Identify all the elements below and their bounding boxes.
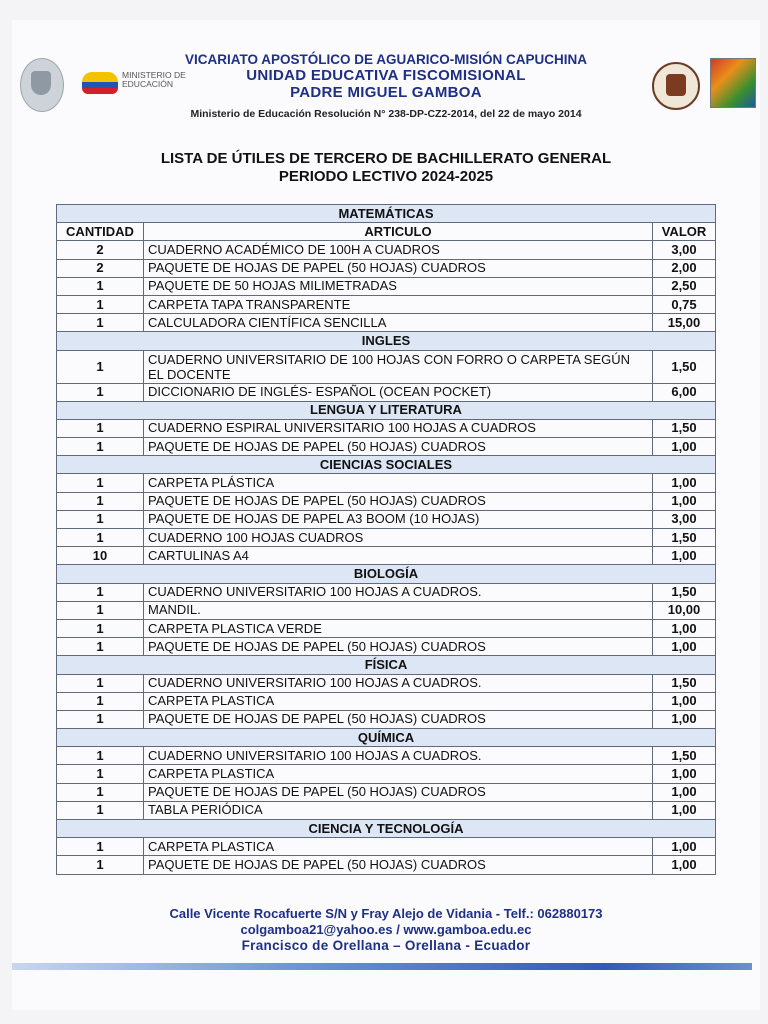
- section-row: [57, 401, 716, 419]
- section-row: [57, 729, 716, 747]
- document-subtitle: PERIODO LECTIVO 2024-2025: [278, 168, 494, 185]
- quantity-cell: 1: [57, 801, 144, 819]
- ministry-logo-text: MINISTERIO DE EDUCACIÓN: [122, 70, 186, 89]
- value-cell: 3,00: [653, 510, 716, 528]
- quantity-cell: 1: [57, 295, 144, 313]
- section-title: MATEMÁTICAS: [57, 205, 716, 223]
- article-cell: PAQUETE DE HOJAS DE PAPEL (50 HOJAS) CUADROS: [144, 638, 653, 656]
- article-cell: CUADERNO UNIVERSITARIO DE 100 HOJAS CON FORRO O CARPETA SEGÚN EL DOCENTE: [144, 350, 653, 383]
- section-title: BIOLOGÍA: [57, 565, 716, 583]
- resolution-line: Ministerio de Educación Resolución N° 238-DP-CZ2-2014, del 22 de mayo 2014: [190, 108, 582, 120]
- footer-address: Calle Vicente Rocafuerte S/N y Fray Alejo de Vidania - Telf.: 062880173: [169, 906, 603, 921]
- table-row: [57, 474, 716, 492]
- table-row: [57, 529, 716, 547]
- value-cell: 1,00: [653, 710, 716, 728]
- value-cell: 1,00: [653, 783, 716, 801]
- quantity-cell: 1: [57, 419, 144, 437]
- quantity-cell: 1: [57, 838, 144, 856]
- quantity-cell: 1: [57, 529, 144, 547]
- letterhead: [12, 48, 760, 148]
- article-cell: CARPETA PLÁSTICA: [144, 474, 653, 492]
- quantity-cell: 1: [57, 710, 144, 728]
- table-row: [57, 547, 716, 565]
- table-row: [57, 492, 716, 510]
- quantity-cell: 1: [57, 638, 144, 656]
- value-cell: 1,50: [653, 583, 716, 601]
- section-row: [57, 565, 716, 583]
- quantity-cell: 2: [57, 259, 144, 277]
- quantity-cell: 1: [57, 314, 144, 332]
- value-cell: 1,50: [653, 350, 716, 383]
- table-row: [57, 801, 716, 819]
- vicariate-name: VICARIATO APOSTÓLICO DE AGUARICO-MISIÓN CAPUCHINA: [184, 52, 587, 67]
- quantity-cell: 2: [57, 241, 144, 259]
- value-cell: 1,00: [653, 619, 716, 637]
- section-title: FÍSICA: [57, 656, 716, 674]
- quantity-cell: 1: [57, 765, 144, 783]
- table-row: [57, 747, 716, 765]
- quantity-cell: 1: [57, 601, 144, 619]
- quantity-cell: 1: [57, 350, 144, 383]
- section-title: CIENCIA Y TECNOLOGÍA: [57, 820, 716, 838]
- article-cell: PAQUETE DE HOJAS DE PAPEL (50 HOJAS) CUADROS: [144, 492, 653, 510]
- table-row: [57, 583, 716, 601]
- table-row: [57, 838, 716, 856]
- table-row: [57, 277, 716, 295]
- quantity-cell: 1: [57, 277, 144, 295]
- value-cell: 15,00: [653, 314, 716, 332]
- section-row: [57, 456, 716, 474]
- section-row: [57, 656, 716, 674]
- article-cell: CARTULINAS A4: [144, 547, 653, 565]
- table-row: [57, 783, 716, 801]
- table-row: [57, 674, 716, 692]
- quantity-cell: 1: [57, 674, 144, 692]
- article-cell: PAQUETE DE HOJAS DE PAPEL (50 HOJAS) CUADROS: [144, 710, 653, 728]
- table-row: [57, 383, 716, 401]
- supplies-table: [56, 204, 716, 875]
- article-cell: CARPETA PLASTICA: [144, 765, 653, 783]
- quantity-cell: 1: [57, 438, 144, 456]
- article-cell: CARPETA PLASTICA: [144, 692, 653, 710]
- value-cell: 1,00: [653, 474, 716, 492]
- value-cell: 1,00: [653, 492, 716, 510]
- quantity-cell: 1: [57, 747, 144, 765]
- footer-location: Francisco de Orellana – Orellana - Ecuador: [241, 938, 531, 953]
- value-cell: 1,50: [653, 674, 716, 692]
- article-cell: PAQUETE DE HOJAS DE PAPEL (50 HOJAS) CUADROS: [144, 856, 653, 874]
- table-row: [57, 765, 716, 783]
- value-cell: 10,00: [653, 601, 716, 619]
- table-row: [57, 856, 716, 874]
- value-cell: 1,00: [653, 838, 716, 856]
- table-row: [57, 241, 716, 259]
- table-row: [57, 419, 716, 437]
- section-title: INGLES: [57, 332, 716, 350]
- article-cell: CUADERNO 100 HOJAS CUADROS: [144, 529, 653, 547]
- table-row: [57, 259, 716, 277]
- quantity-cell: 1: [57, 856, 144, 874]
- school-emblem-icon: [652, 62, 700, 110]
- table-row: [57, 710, 716, 728]
- school-type: UNIDAD EDUCATIVA FISCOMISIONAL: [246, 67, 526, 84]
- article-cell: CARPETA PLASTICA VERDE: [144, 619, 653, 637]
- article-header: ARTICULO: [144, 223, 653, 241]
- value-cell: 3,00: [653, 241, 716, 259]
- article-cell: TABLA PERIÓDICA: [144, 801, 653, 819]
- footer-contact: colgamboa21@yahoo.es / www.gamboa.edu.ec: [240, 922, 532, 937]
- quantity-cell: 1: [57, 510, 144, 528]
- table-row: [57, 619, 716, 637]
- article-cell: PAQUETE DE HOJAS DE PAPEL A3 BOOM (10 HOJAS): [144, 510, 653, 528]
- value-header: VALOR: [653, 223, 716, 241]
- value-cell: 1,00: [653, 801, 716, 819]
- section-row: [57, 205, 716, 223]
- quantity-header: CANTIDAD: [57, 223, 144, 241]
- quantity-cell: 1: [57, 492, 144, 510]
- quantity-cell: 1: [57, 692, 144, 710]
- document-title: LISTA DE ÚTILES DE TERCERO DE BACHILLERATO GENERAL: [160, 150, 612, 167]
- footer-bar: [12, 963, 752, 970]
- table-row: [57, 295, 716, 313]
- value-cell: 6,00: [653, 383, 716, 401]
- quantity-cell: 1: [57, 583, 144, 601]
- value-cell: 2,00: [653, 259, 716, 277]
- section-row: [57, 820, 716, 838]
- section-title: LENGUA Y LITERATURA: [57, 401, 716, 419]
- value-cell: 1,00: [653, 438, 716, 456]
- value-cell: 1,00: [653, 547, 716, 565]
- column-header-row: [57, 223, 716, 241]
- value-cell: 1,00: [653, 856, 716, 874]
- value-cell: 1,50: [653, 529, 716, 547]
- value-cell: 0,75: [653, 295, 716, 313]
- table-row: [57, 638, 716, 656]
- table-row: [57, 601, 716, 619]
- article-cell: CARPETA PLASTICA: [144, 838, 653, 856]
- section-title: QUÍMICA: [57, 729, 716, 747]
- table-row: [57, 692, 716, 710]
- article-cell: CUADERNO UNIVERSITARIO 100 HOJAS A CUADROS.: [144, 674, 653, 692]
- section-title: CIENCIAS SOCIALES: [57, 456, 716, 474]
- quantity-cell: 1: [57, 383, 144, 401]
- quantity-cell: 1: [57, 474, 144, 492]
- article-cell: CUADERNO UNIVERSITARIO 100 HOJAS A CUADROS.: [144, 583, 653, 601]
- article-cell: DICCIONARIO DE INGLÉS- ESPAÑOL (OCEAN POCKET): [144, 383, 653, 401]
- table-row: [57, 350, 716, 383]
- article-cell: CARPETA TAPA TRANSPARENTE: [144, 295, 653, 313]
- article-cell: PAQUETE DE HOJAS DE PAPEL (50 HOJAS) CUADROS: [144, 259, 653, 277]
- document-page: [12, 20, 760, 1010]
- table-row: [57, 314, 716, 332]
- school-photo: [710, 58, 756, 108]
- table-row: [57, 438, 716, 456]
- school-name: PADRE MIGUEL GAMBOA: [290, 84, 482, 101]
- article-cell: PAQUETE DE HOJAS DE PAPEL (50 HOJAS) CUADROS: [144, 783, 653, 801]
- article-cell: CUADERNO ACADÉMICO DE 100H A CUADROS: [144, 241, 653, 259]
- value-cell: 1,00: [653, 692, 716, 710]
- article-cell: CUADERNO ESPIRAL UNIVERSITARIO 100 HOJAS A CUADROS: [144, 419, 653, 437]
- quantity-cell: 1: [57, 619, 144, 637]
- supplies-table-body: [57, 205, 716, 875]
- article-cell: PAQUETE DE HOJAS DE PAPEL (50 HOJAS) CUADROS: [144, 438, 653, 456]
- article-cell: CALCULADORA CIENTÍFICA SENCILLA: [144, 314, 653, 332]
- value-cell: 1,50: [653, 419, 716, 437]
- quantity-cell: 10: [57, 547, 144, 565]
- value-cell: 1,50: [653, 747, 716, 765]
- quantity-cell: 1: [57, 783, 144, 801]
- value-cell: 2,50: [653, 277, 716, 295]
- article-cell: MANDIL.: [144, 601, 653, 619]
- article-cell: PAQUETE DE 50 HOJAS MILIMETRADAS: [144, 277, 653, 295]
- value-cell: 1,00: [653, 765, 716, 783]
- table-row: [57, 510, 716, 528]
- section-row: [57, 332, 716, 350]
- article-cell: CUADERNO UNIVERSITARIO 100 HOJAS A CUADROS.: [144, 747, 653, 765]
- value-cell: 1,00: [653, 638, 716, 656]
